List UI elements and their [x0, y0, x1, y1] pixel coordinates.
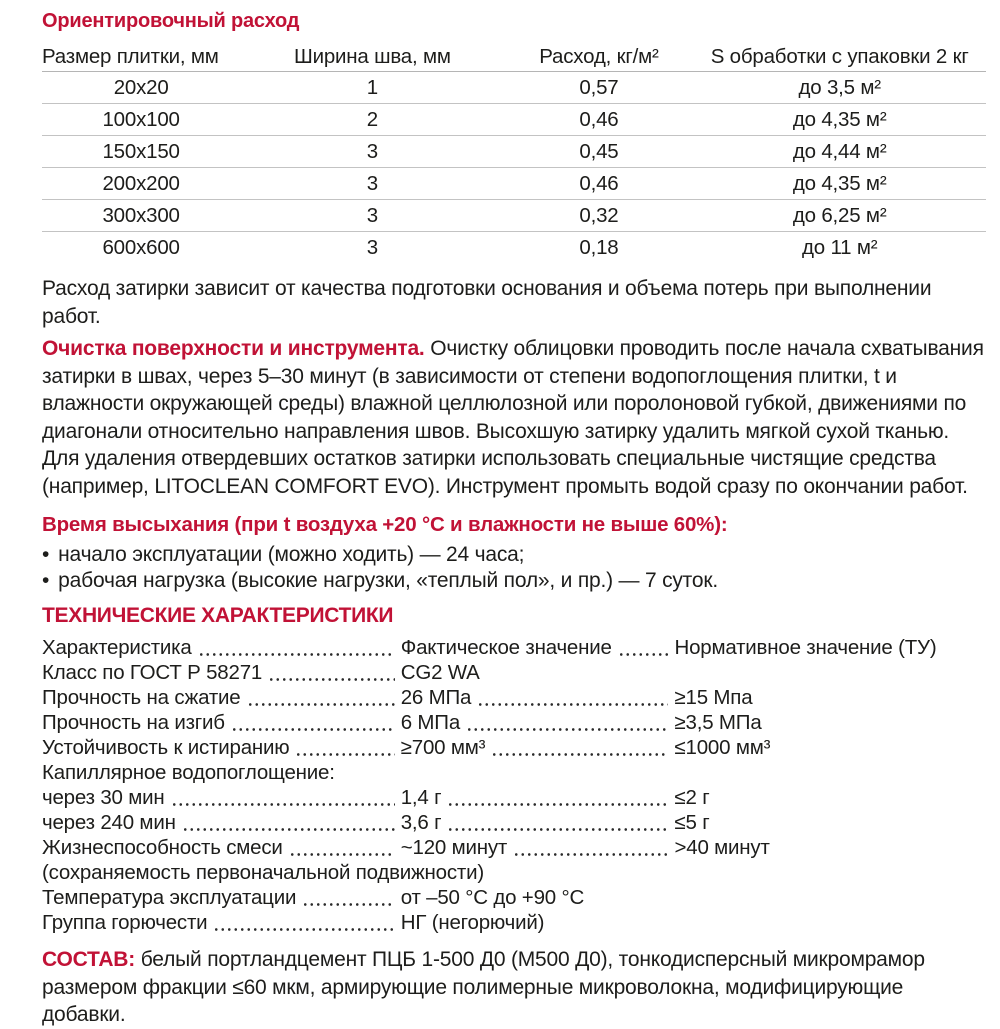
spec-value: ≥700 мм³	[400, 736, 486, 759]
table-cell: 600х600	[102, 236, 180, 259]
column-header-coverage: S обработки с упаковки 2 кг	[710, 44, 969, 68]
spec-label: через 240 мин	[42, 811, 176, 834]
spec-value: 26 МПа	[400, 686, 472, 709]
table-cell: 0,57	[579, 75, 619, 99]
spec-label: Температура эксплуатации	[42, 886, 297, 909]
table-cell: до 4,44 м²	[792, 139, 887, 163]
bullet-item	[42, 568, 986, 594]
spec-row	[42, 860, 986, 885]
composition-text: белый портландцемент ПЦБ 1-500 Д0 (М500 Д0), тонкодисперсный микромрамор размером фракции ≤60 мкм, армирующие полимерные микроволокна, модифицирующие добавки.	[42, 948, 925, 1026]
table-cell: 0,45	[579, 139, 619, 163]
table-cell: 300х300	[102, 203, 180, 227]
spec-row	[42, 910, 986, 935]
spec-norm: ≤5 г	[674, 811, 710, 834]
spec-label: Класс по ГОСТ Р 58271	[42, 661, 263, 684]
table-cell: 3	[366, 236, 378, 259]
spec-row	[42, 635, 986, 660]
consumption-title: Ориентировочный расход	[42, 10, 300, 32]
dot-leader	[247, 685, 395, 710]
table-row	[42, 200, 986, 232]
specs-list	[42, 635, 986, 935]
table-row	[42, 232, 986, 264]
column-header-tile-size: Размер плитки, мм	[42, 44, 219, 68]
spec-label: Группа горючести	[42, 911, 208, 934]
bullet-item	[42, 542, 986, 568]
table-cell: 0,18	[579, 236, 619, 259]
dot-leader	[302, 885, 395, 910]
dot-leader	[447, 785, 668, 810]
spec-label: Прочность на изгиб	[42, 711, 225, 734]
dot-leader	[268, 660, 395, 685]
table-cell: до 4,35 м²	[792, 171, 887, 195]
table-cell: 200х200	[102, 171, 180, 195]
table-cell: 2	[366, 107, 378, 131]
spec-row	[42, 685, 986, 710]
table-cell: 1	[366, 75, 378, 99]
table-row	[42, 168, 986, 200]
dot-leader	[213, 910, 394, 935]
spec-label: Прочность на сжатие	[42, 686, 241, 709]
dot-leader	[295, 735, 394, 760]
table-row	[42, 104, 986, 136]
dot-leader	[447, 810, 668, 835]
table-cell: 3	[366, 139, 378, 163]
table-cell: 100х100	[102, 107, 180, 131]
spec-label: Жизнеспособность смеси	[42, 836, 283, 859]
spec-norm: >40 минут	[674, 836, 770, 859]
spec-label: (сохраняемость первоначальной подвижности)	[42, 861, 484, 884]
bullet-text: начало эксплуатации (можно ходить) — 24 часа;	[58, 543, 525, 566]
dot-leader	[182, 810, 395, 835]
spec-norm: ≤1000 мм³	[674, 736, 771, 759]
table-cell: 0,46	[579, 171, 619, 195]
spec-row	[42, 835, 986, 860]
spec-value: Фактическое значение	[400, 636, 612, 659]
table-cell: 0,32	[579, 203, 619, 227]
spec-label: через 30 мин	[42, 786, 165, 809]
dot-leader	[513, 835, 668, 860]
spec-norm: Нормативное значение (ТУ)	[674, 636, 937, 659]
bullet-text: рабочая нагрузка (высокие нагрузки, «теплый пол», и пр.) — 7 суток.	[58, 569, 718, 592]
spec-row	[42, 710, 986, 735]
dot-leader	[198, 635, 395, 660]
spec-value: CG2 WA	[400, 661, 480, 684]
table-cell: 150х150	[102, 139, 180, 163]
spec-label: Устойчивость к истиранию	[42, 736, 290, 759]
dot-leader	[171, 785, 395, 810]
spec-value: от –50 °C до +90 °C	[400, 886, 585, 909]
table-cell: 3	[366, 171, 378, 195]
table-cell: до 4,35 м²	[792, 107, 887, 131]
spec-label: Капиллярное водопоглощение:	[42, 761, 335, 784]
table-cell: 3	[366, 203, 378, 227]
column-header-joint-width: Ширина шва, мм	[293, 44, 451, 68]
table-cell: до 6,25 м²	[792, 203, 887, 227]
spec-row	[42, 785, 986, 810]
specs-title: ТЕХНИЧЕСКИЕ ХАРАКТЕРИСТИКИ	[42, 604, 394, 627]
spec-value: 3,6 г	[400, 811, 442, 834]
spec-value: 6 МПа	[400, 711, 461, 734]
dot-leader	[618, 635, 669, 660]
spec-value: ~120 минут	[400, 836, 508, 859]
table-cell: 0,46	[579, 107, 619, 131]
spec-row	[42, 735, 986, 760]
cleaning-text: Очистку облицовки проводить после начала схватывания затирки в швах, через 5–30 минут (в зависимости от степени водопоглощения плитки, t и влажности окружающей среды) влажной целлюлозной или поролоновой губкой, движениями по диагонали относительно направления швов. Высохшую затирку удалить мягкой сухой тканью. Для удаления отвердевших остатков затирки использовать специальные чистящие средства (например, LITOCLEAN COMFORT EVO). Инструмент промыть водой сразу по окончании работ.	[42, 337, 984, 498]
spec-norm: ≥3,5 МПа	[674, 711, 762, 734]
dot-leader	[231, 710, 395, 735]
spec-norm: ≤2 г	[674, 786, 710, 809]
table-row	[42, 72, 986, 104]
table-cell: 20х20	[113, 75, 169, 99]
dot-leader	[289, 835, 395, 860]
cleaning-paragraph	[42, 335, 986, 500]
drying-heading: Время высыхания (при t воздуха +20 °C и влажности не выше 60%):	[42, 513, 728, 536]
spec-row	[42, 760, 986, 785]
dot-leader	[491, 735, 668, 760]
bullet-icon	[42, 568, 58, 594]
column-header-consumption: Расход, кг/м²	[539, 44, 659, 68]
spec-row	[42, 810, 986, 835]
composition-paragraph	[42, 946, 986, 1029]
spec-norm: ≥15 Мпа	[674, 686, 753, 709]
spec-label: Характеристика	[42, 636, 192, 659]
table-row	[42, 136, 986, 168]
dot-leader	[477, 685, 668, 710]
table-header-row	[42, 42, 986, 72]
table-cell: до 3,5 м²	[798, 75, 881, 99]
spec-row	[42, 885, 986, 910]
consumption-table	[42, 42, 986, 264]
spec-value: 1,4 г	[400, 786, 442, 809]
bullet-icon	[42, 542, 58, 568]
table-cell: до 11 м²	[801, 236, 878, 259]
cleaning-heading: Очистка поверхности и инструмента.	[42, 337, 425, 360]
spec-row	[42, 660, 986, 685]
composition-heading: СОСТАВ:	[42, 948, 136, 971]
dot-leader	[466, 710, 668, 735]
consumption-note: Расход затирки зависит от качества подготовки основания и объема потерь при выполнении работ.	[42, 277, 932, 328]
spec-value: НГ (негорючий)	[400, 911, 545, 934]
